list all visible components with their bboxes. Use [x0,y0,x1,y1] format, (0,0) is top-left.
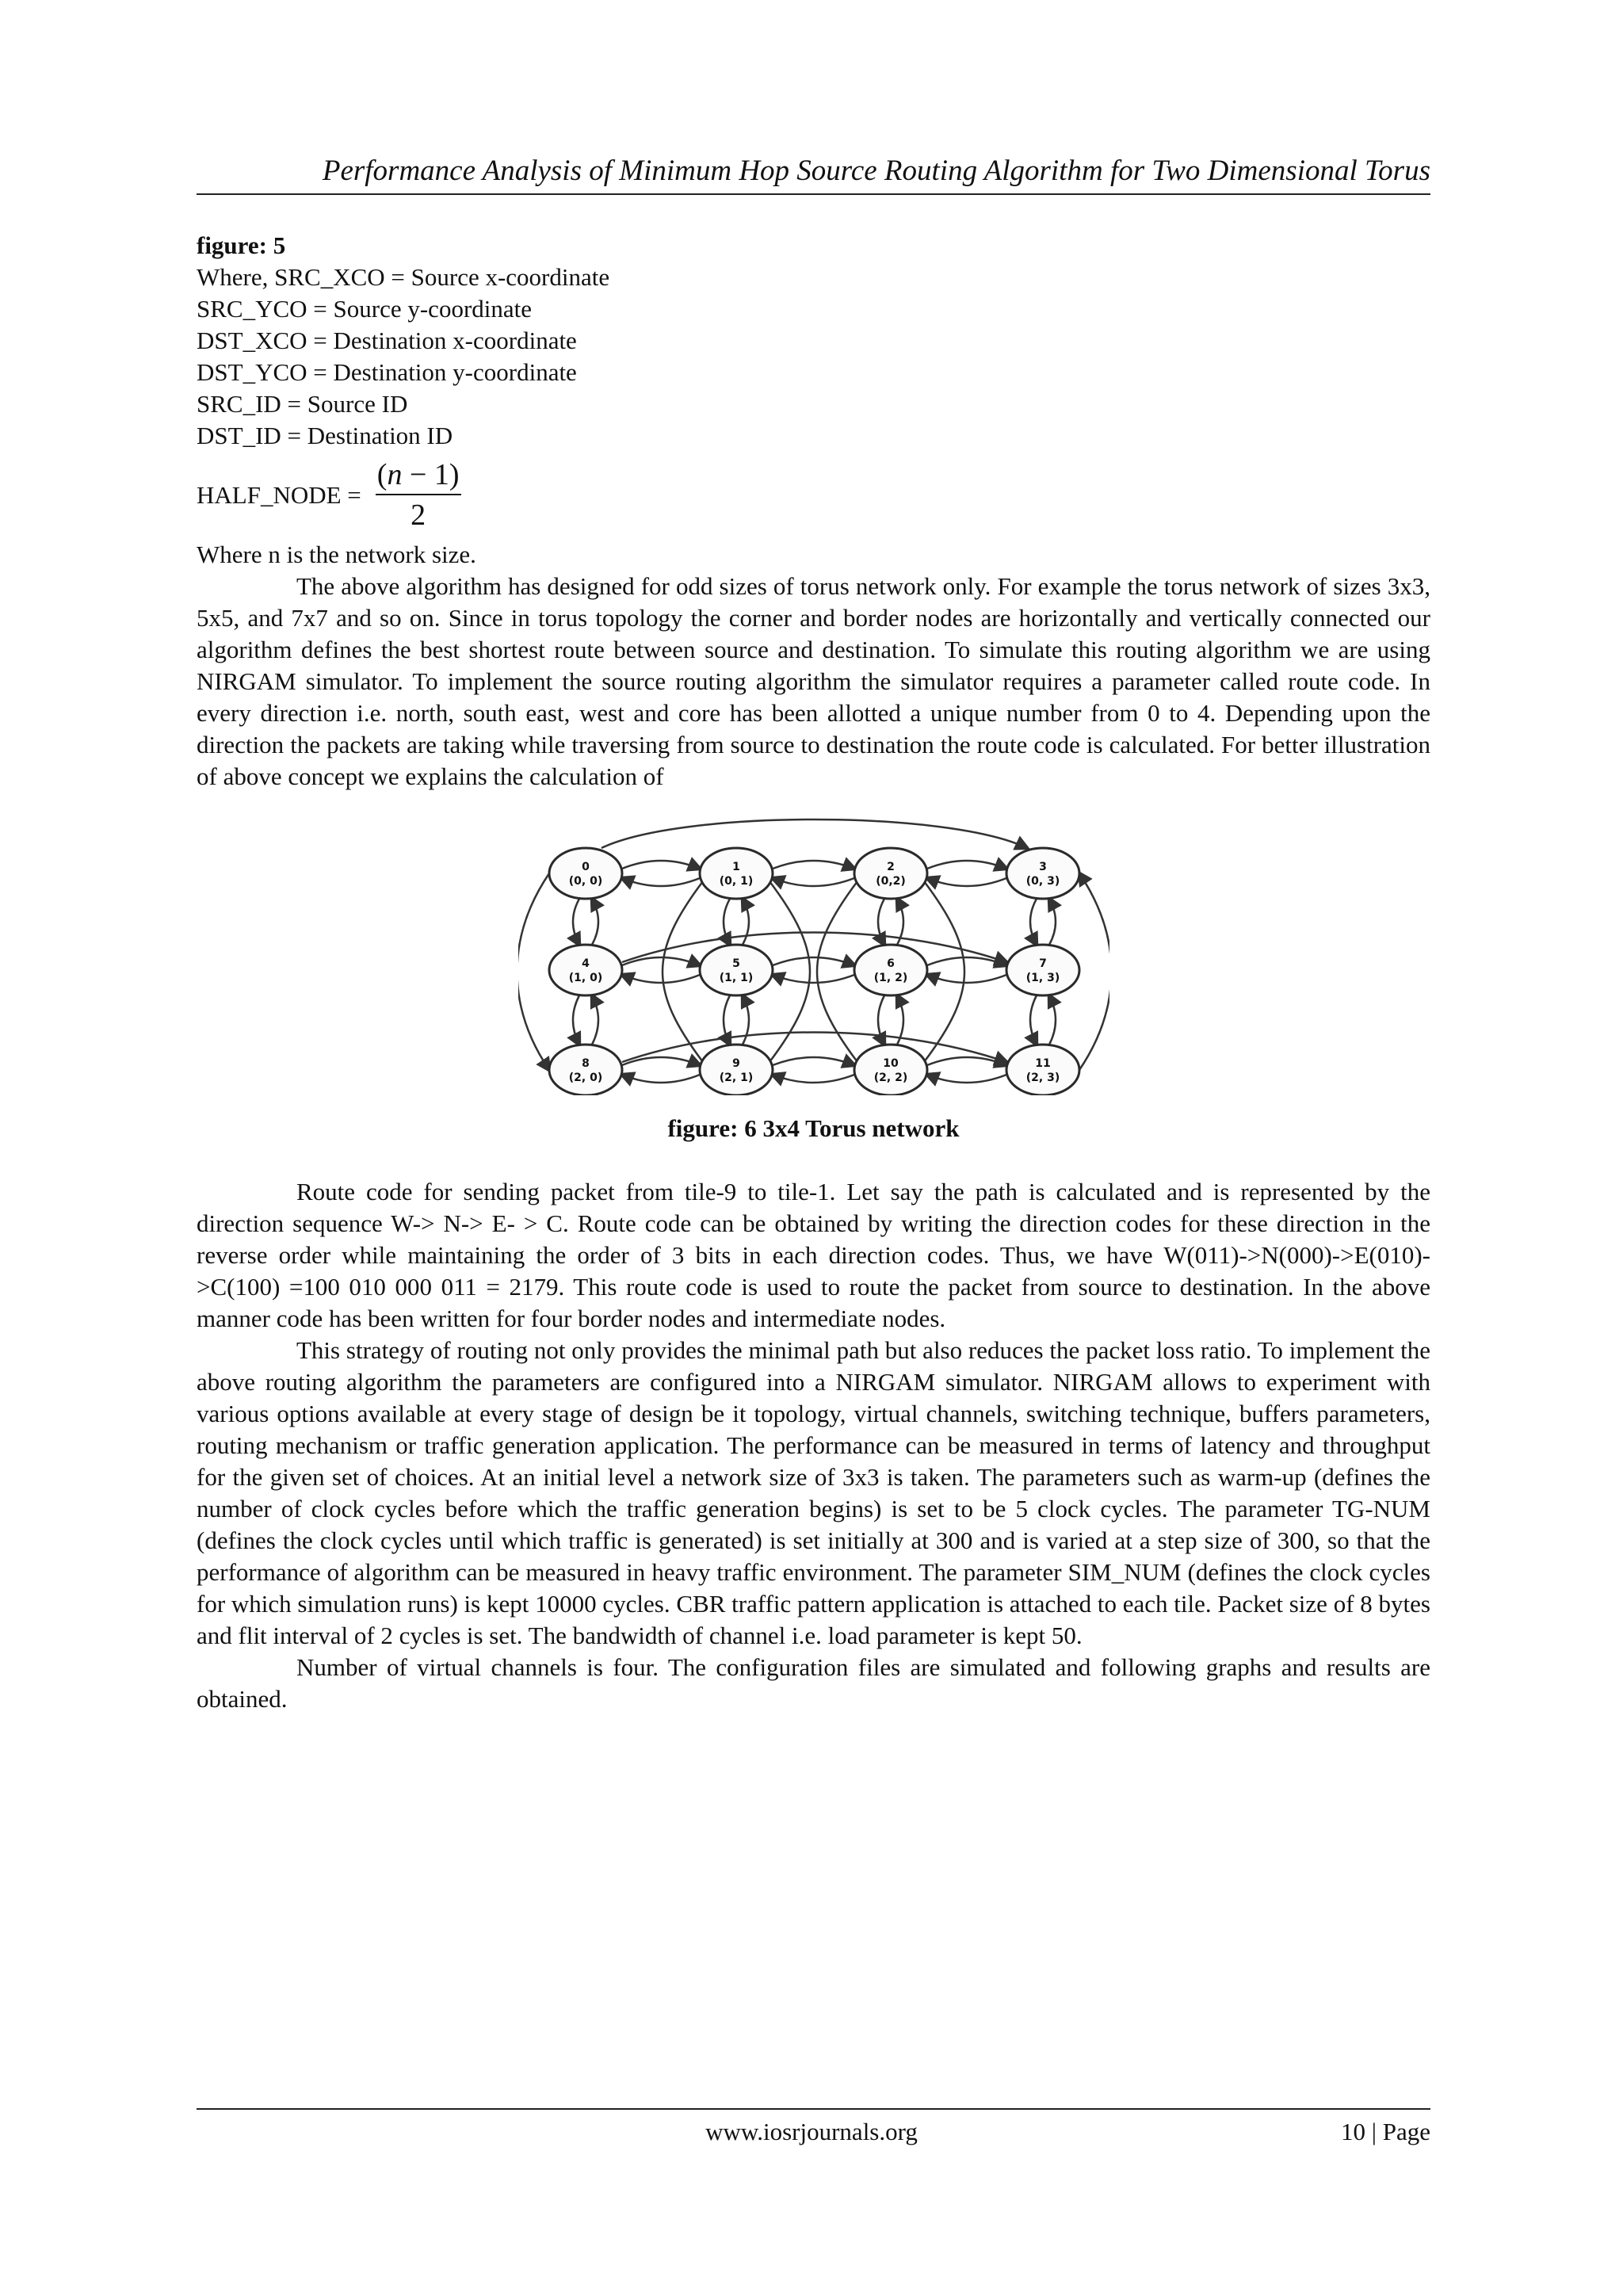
horizontal-link [773,1075,854,1083]
figure6-caption: figure: 6 3x4 Torus network [667,1114,960,1142]
node-coordinate: (1, 0) [568,972,602,984]
where-n-line: Where n is the network size. [197,541,476,568]
paragraph-route-code: Route code for sending packet from tile-9 to tile-1. Let say the path is calculated and is represented by the direction sequence W-> N-> E- > C. Route code can be obtained by writing the direction codes for these direction in the reverse order while maintaining the order of 3 bits in each direction codes. Thus, we have W(011)->N(000)->E(010)->C(100) =100 010 000 011 = 2179. This route code is used to route the packet from source to destination. In the above manner code has been written for four border nodes and intermediate nodes. [197,1178,1430,1332]
vertical-link [878,995,884,1045]
paragraph-strategy: This strategy of routing not only provides the minimal path but also reduces the packet loss ratio. To implement the above routing algorithm the parameters are configured into a NIRGAM simulator. NIRGAM allows to experiment with various options available at every stage of design be it topology, virtual channels, switching technique, buffers parameters, routing mechanism or traffic generation application. The performance can be measured in terms of latency and throughput for the given set of choices. At an initial level a network size of 3x3 is taken. The parameters such as warm-up (defines the number of clock cycles before which the traffic generation begins) is set to be 5 clock cycles. The parameter TG-NUM (defines the clock cycles until which traffic is generated) is set initially at 300 and is varied at a step size of 300, so that the performance of algorithm can be measured in heavy traffic environment. The parameter SIM_NUM (defines the clock cycles for which simulation runs) is kept 10000 cycles. CBR traffic pattern application is attached to each tile. Packet size of 8 bytes and flit interval of 2 cycles is set. The bandwidth of channel i.e. load parameter is kept 50. [197,1336,1430,1649]
horizontal-link [622,861,700,869]
vertical-link [573,995,579,1045]
wraparound-link [1079,873,1109,1070]
horizontal-link [927,975,1006,983]
horizontal-link [622,878,700,886]
wraparound-link [817,881,857,1062]
node-id: 7 [1038,957,1047,970]
wraparound-link [663,881,703,1062]
horizontal-link [622,975,700,983]
node-id: 3 [1038,861,1047,873]
horizontal-link [773,1057,854,1065]
node-coordinate: (0, 0) [568,875,602,888]
node-coordinate: (1, 3) [1025,972,1060,984]
node-id: 1 [731,861,740,873]
horizontal-link [773,957,854,965]
definition-line: DST_YCO = Destination y-coordinate [197,358,577,386]
node-id: 2 [886,861,895,873]
torus-node [700,848,773,899]
torus-node [1006,848,1079,899]
vertical-link [743,899,749,945]
definition-line: SRC_YCO = Source y-coordinate [197,295,533,323]
wraparound-link [601,819,1027,848]
half-node-formula [197,452,1430,539]
horizontal-link [773,975,854,983]
node-coordinate: (0, 1) [719,875,753,888]
vertical-link [1049,899,1056,945]
vertical-link [1049,995,1056,1045]
node-id: 8 [581,1057,590,1070]
node-id: 6 [886,957,895,970]
horizontal-link [927,1075,1006,1083]
footer-page-number: 10 | Page [1341,2118,1430,2145]
definition-line: DST_ID = Destination ID [197,422,453,449]
torus-node [700,945,773,995]
paragraph-algorithm: The above algorithm has designed for odd sizes of torus network only. For example the torus network of sizes 3x3, 5x5, and 7x7 and so on. Since in torus topology the corner and border nodes are horizontally and vertically connected our algorithm defines the best shortest route between source and destination. To simulate this routing algorithm we are using NIRGAM simulator. To implement the source routing algorithm the simulator requires a parameter called route code. In every direction i.e. north, south east, west and core has been allotted a unique number from 0 to 4. Depending upon the direction the packets are taking while traversing from source to destination the route code is calculated. For better illustration of above concept we explains the calculation of [197,572,1430,790]
node-coordinate: (0,2) [875,875,906,888]
node-coordinate: (1, 2) [873,972,907,984]
torus-node [549,945,622,995]
node-id: 4 [581,957,590,970]
running-header: Performance Analysis of Minimum Hop Source Routing Algorithm for Two Dimensional Torus [322,155,1430,187]
torus-node [549,1045,622,1095]
vertical-link [743,995,749,1045]
node-id: 10 [882,1057,899,1070]
horizontal-link [773,861,854,869]
formula-numerator: (n − 1) [376,458,460,491]
vertical-link [573,899,579,945]
vertical-link [592,899,598,945]
torus-network-diagram [518,818,1109,1095]
node-coordinate: (2, 3) [1025,1072,1060,1084]
footer-rule [197,2108,1430,2110]
node-coordinate: (2, 2) [873,1072,907,1084]
torus-node [1006,945,1079,995]
body-content [197,230,1430,1715]
wraparound-link [924,881,964,1062]
definition-line: SRC_ID = Source ID [197,390,408,418]
figure5-label: figure: 5 [197,231,286,259]
torus-node [854,848,927,899]
vertical-link [878,899,884,945]
vertical-link [592,995,598,1045]
paragraph-virtual-channels: Number of virtual channels is four. The configuration files are simulated and following graphs and results are obtained. [197,1653,1430,1713]
wraparound-link [769,881,810,1062]
horizontal-link [622,1075,700,1083]
node-id: 9 [731,1057,740,1070]
vertical-link [1030,995,1037,1045]
node-id: 11 [1034,1057,1051,1070]
vertical-link [1030,899,1037,945]
node-coordinate: (2, 0) [568,1072,602,1084]
wraparound-link [518,873,549,1070]
formula-fraction [372,456,464,535]
definition-line: DST_XCO = Destination x-coordinate [197,327,577,354]
torus-node [854,945,927,995]
torus-node [549,848,622,899]
torus-node [1006,1045,1079,1095]
horizontal-link [773,878,854,886]
horizontal-link [927,861,1006,869]
horizontal-link [927,878,1006,886]
definition-line: Where, SRC_XCO = Source x-coordinate [197,263,610,291]
footer-site[interactable]: www.iosrjournals.org [705,2118,918,2145]
node-id: 0 [581,861,590,873]
formula-denominator: 2 [411,499,426,532]
formula-lhs: HALF_NODE = [197,481,361,509]
torus-figure [518,818,1109,1095]
header-rule [197,193,1430,195]
node-id: 5 [731,957,740,970]
node-coordinate: (2, 1) [719,1072,753,1084]
torus-node [854,1045,927,1095]
node-coordinate: (1, 1) [719,972,753,984]
node-coordinate: (0, 3) [1025,875,1060,888]
torus-node [700,1045,773,1095]
